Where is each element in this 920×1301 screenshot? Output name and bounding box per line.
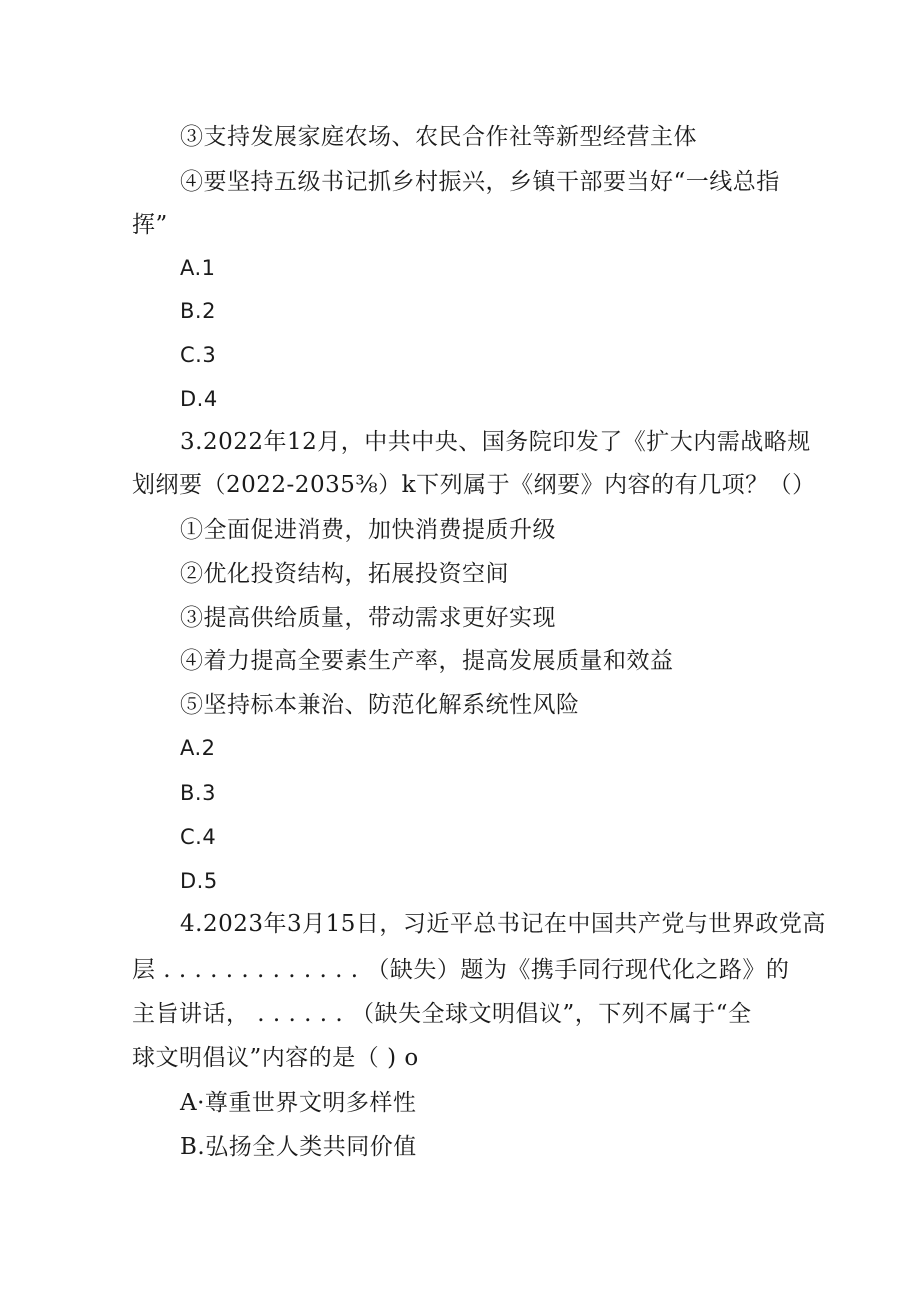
q3-option-c: C.4 bbox=[180, 825, 217, 849]
q3-item-5: ⑤坚持标本兼治、防范化解系统性风险 bbox=[180, 692, 580, 718]
q2-option-c: C.3 bbox=[180, 343, 217, 367]
q3-option-b: B.3 bbox=[180, 781, 216, 805]
q3-stem-line-1: 3.2022年12月，中共中央、国务院印发了《扩大内需战略规 bbox=[180, 429, 811, 455]
q3-item-4: ④着力提高全要素生产率，提高发展质量和效益 bbox=[180, 648, 674, 674]
q4-stem-line-2: 层 . . . . . . . . . . . . . （缺失）题为《携手同行现代化之路》的 bbox=[132, 957, 790, 983]
q4-stem-line-4: 球文明倡议”内容的是（ ) o bbox=[132, 1045, 419, 1071]
q3-option-d: D.5 bbox=[180, 869, 218, 893]
q3-item-2: ②优化投资结构，拓展投资空间 bbox=[180, 561, 509, 587]
q4-stem-line-1: 4.2023年3月15日，习近平总书记在中国共产党与世界政党高 bbox=[180, 911, 826, 937]
q3-option-a: A.2 bbox=[180, 736, 216, 760]
q3-stem-line-2: 划纲要（2022-2035⅜）k下列属于《纲要》内容的有几项？（） bbox=[132, 472, 816, 498]
q4-stem-line-3: 主旨讲话， . . . . . . （缺失全球文明倡议”，下列不属于“全 bbox=[132, 1001, 752, 1027]
q2-option-a: A.1 bbox=[180, 256, 216, 280]
q2-item-4-line-2: 挥” bbox=[132, 212, 168, 238]
q2-item-3: ③支持发展家庭农场、农民合作社等新型经营主体 bbox=[180, 124, 697, 150]
q2-option-b: B.2 bbox=[180, 299, 216, 323]
q3-item-3: ③提高供给质量，带动需求更好实现 bbox=[180, 605, 556, 631]
q2-item-4-line-1: ④要坚持五级书记抓乡村振兴，乡镇干部要当好“一线总指 bbox=[180, 169, 780, 195]
q4-option-b: B.弘扬全人类共同价值 bbox=[180, 1134, 417, 1160]
q3-item-1: ①全面促进消费，加快消费提质升级 bbox=[180, 517, 556, 543]
q2-option-d: D.4 bbox=[180, 387, 218, 411]
q4-option-a: A·尊重世界文明多样性 bbox=[180, 1090, 417, 1116]
